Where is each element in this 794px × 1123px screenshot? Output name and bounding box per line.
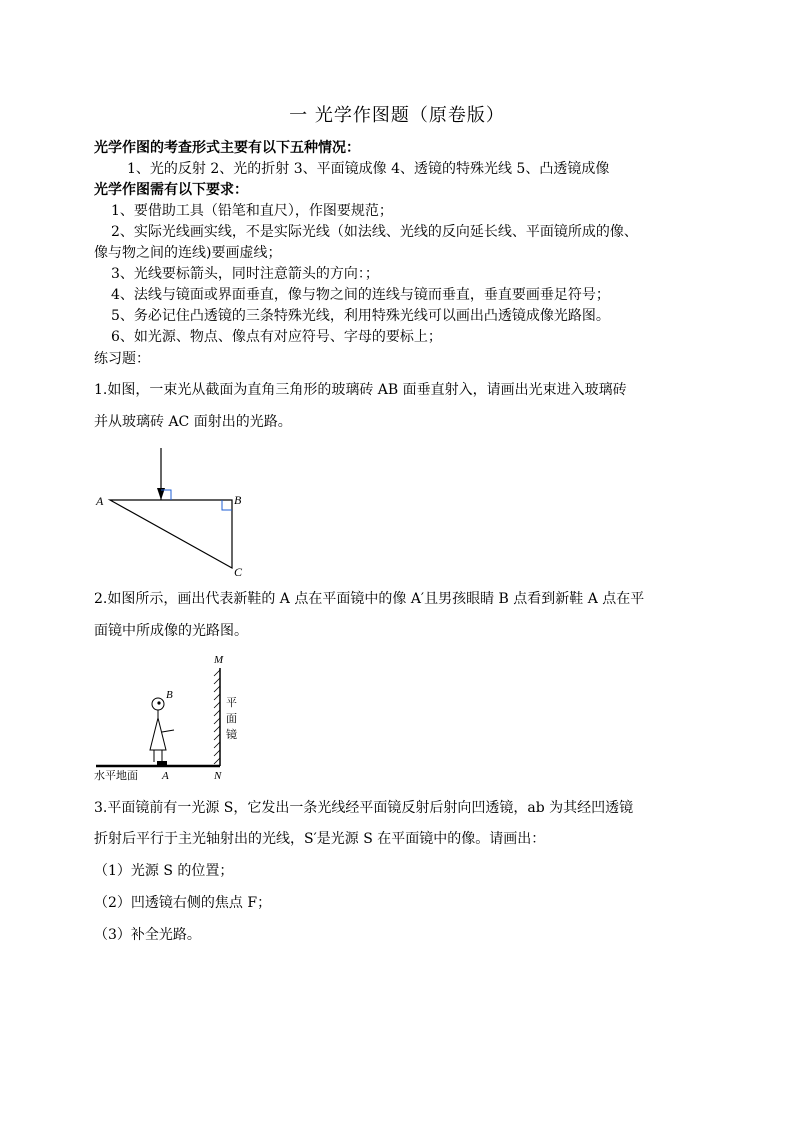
mirror-label-3: 镜 [226, 729, 237, 741]
requirement-5: 5、务必记住凸透镜的三条特殊光线，利用特殊光线可以画出凸透镜成像光路图。 [111, 308, 610, 324]
q1-text-line1: 1.如图，一束光从截面为直角三角形的玻璃砖 AB 面垂直射入，请画出光束进入玻璃砖 [94, 382, 627, 398]
label-b: B [234, 493, 242, 507]
requirement-3: 3、光线要标箭头，同时注意箭头的方向：； [111, 266, 379, 282]
label-a: A [96, 494, 104, 508]
ground-label: 水平地面 [94, 770, 138, 782]
boy-figure [150, 698, 174, 762]
q3-item-3: （3）补全光路。 [94, 927, 201, 943]
eye-point-b [157, 701, 160, 704]
intro-forms-list: 1、光的反射 2、光的折射 3、平面镜成像 4、透镜的特殊光线 5、凸透镜成像 [127, 161, 610, 177]
q3-item-1: （1）光源 S 的位置； [94, 863, 234, 879]
label-a: A [162, 770, 169, 782]
label-b: B [166, 689, 173, 701]
intro-heading-requirements: 光学作图需有以下要求： [94, 182, 248, 198]
mirror-hatching [214, 670, 220, 764]
q1-text-line2: 并从玻璃砖 AC 面射出的光路。 [94, 414, 292, 430]
right-angle-mark-b [222, 500, 232, 510]
q3-item-2: （2）凹透镜右侧的焦点 F； [94, 895, 272, 911]
mirror-label-1: 平 [226, 697, 237, 709]
label-m: M [214, 654, 224, 666]
requirement-2b: 像与物之间的连线)要画虚线； [94, 245, 282, 261]
requirement-1: 1、要借助工具（铅笔和直尺），作图要规范； [111, 203, 393, 219]
requirement-2a: 2、实际光线画实线，不是实际光线（如法线、光线的反向延长线、平面镜所成的像、 [111, 224, 638, 240]
glass-prism [110, 500, 232, 568]
q2-mirror-figure [90, 648, 250, 783]
q2-text-line2: 面镜中所成像的光路图。 [94, 623, 248, 639]
page-title: 一 光学作图题（原卷版） [289, 105, 505, 126]
label-c: C [234, 565, 243, 579]
mirror-label-2: 面 [226, 713, 237, 725]
requirement-6: 6、如光源、物点、像点有对应符号、字母的要标上； [111, 329, 442, 345]
intro-heading-forms: 光学作图的考查形式主要有以下五种情况： [94, 140, 360, 156]
shoe [157, 761, 167, 765]
q1-prism-figure [90, 440, 260, 580]
q2-text-line1: 2.如图所示，画出代表新鞋的 A 点在平面镜中的像 A′且男孩眼睛 B 点看到新鞋 A 点在平 [94, 591, 645, 607]
label-n: N [214, 770, 222, 782]
q3-text-line1: 3.平面镜前有一光源 S，它发出一条光线经平面镜反射后射向凹透镜，ab 为其经凹透镜 [94, 800, 634, 816]
requirement-4: 4、法线与镜面或界面垂直，像与物之间的连线与镜而垂直，垂直要画垂足符号； [111, 287, 610, 303]
q3-text-line2: 折射后平行于主光轴射出的光线，S′是光源 S 在平面镜中的像。请画出： [94, 831, 546, 847]
practice-heading: 练习题： [94, 351, 150, 367]
